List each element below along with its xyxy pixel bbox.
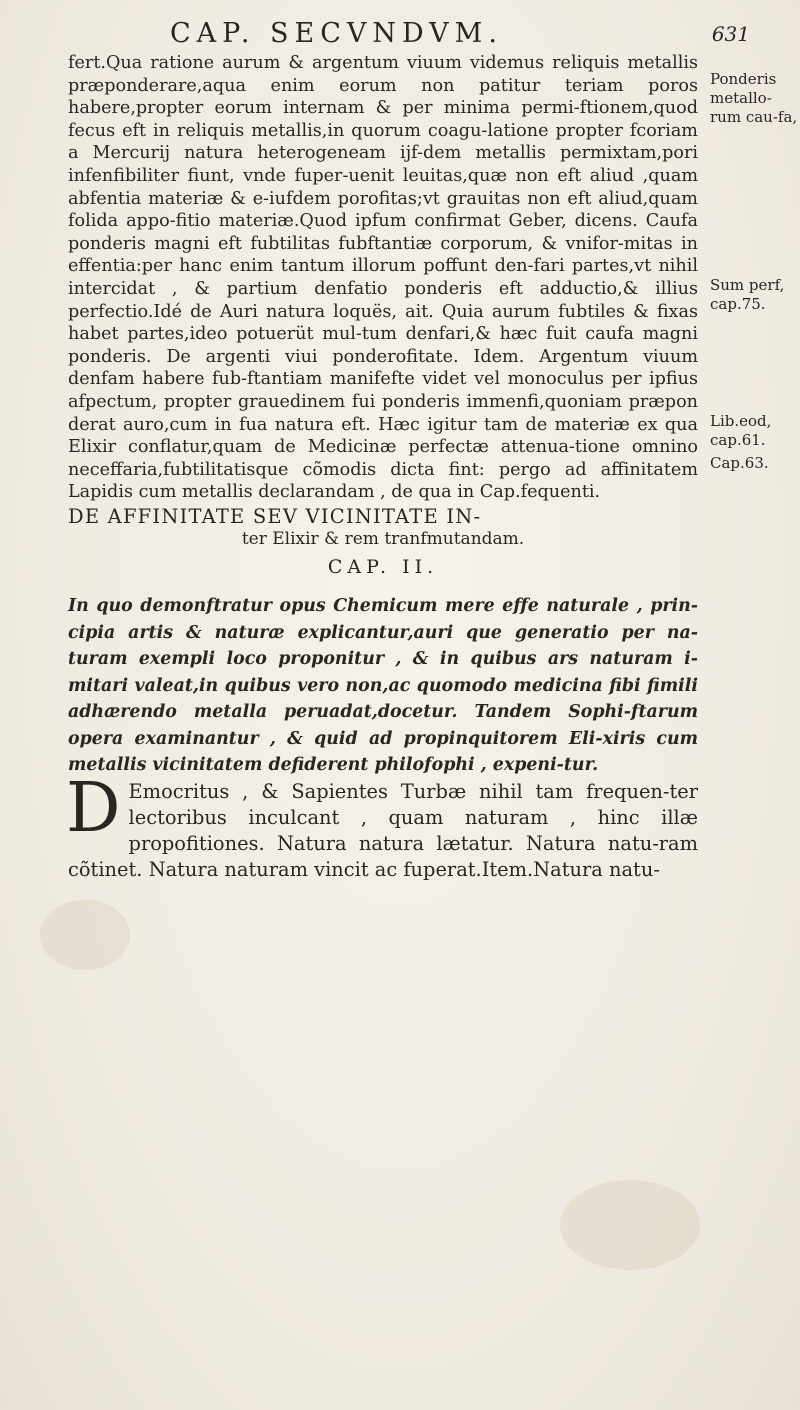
margin-note: Cap.63.: [710, 454, 769, 472]
paragraph-ponderis: fert.Qua ratione aurum & argentum viuum videmus reliquis metallis præponderare,aqua enim eorum non patitur teriam poros habere,propter eorum internam & per minima permi-ftionem,quod fecus eft in reliquis metallis,in quorum coagu-latione propter fcoriam a Mercurij natura heterogeneam ijf-dem metallis permixtam,pori infenfibiliter fiunt, vnde fuper-uenit leuitas,quæ non eft aliud ,quam abfentia materiæ & e-iufdem porofitas;vt grauitas non eft aliud,quam folida appo-fitio materiæ.Quod ipfum confirmat Geber, dicens. Caufa ponderis magni eft fubtilitas fubftantiæ corporum, & vnifor-mitas in effentia:per hanc enim tantum illorum poffunt den-fari partes,vt nihil intercidat , & partium denfatio ponderis eft adductio,& illius perfectio.Idé de Auri natura loquës, ait. Quia aurum fubtiles & fixas habet partes,ideo potuerüt mul-tum denfari,& hæc fuit caufa magni ponderis. De argenti viui ponderofitate. Idem. Argentum viuum denfam habere fub-ftantiam manifefte videt vel monoculus per ipfius afpectum, propter grauedinem fui ponderis immenfi,quoniam præpon derat auro,cum in fua natura eft. Hæc igitur tam de materiæ ex qua Elixir conflatur,quam de Medicinæ perfectæ attenua-tione omnino neceffaria,fubtilitatisque cõmodis dicta fint: pergo ad affinitatem Lapidis cum metallis declarandam , de qua in Cap.fequenti.: [68, 53, 698, 503]
margin-note: Ponderis metallo-rum cau-fa,: [710, 70, 798, 126]
chapter-text-body: Emocritus , & Sapientes Turbæ nihil tam frequen-ter lectoribus inculcant , quam naturam , hinc illæ propofitiones. Natura natura lætatur. Natura natu-ram cõtinet. Natura naturam vincit ac fuperat.Item.Natura natu-: [68, 779, 698, 881]
chapter-label: CAP. II.: [327, 556, 439, 579]
running-head: CAP. SECVNDVM.: [170, 18, 503, 49]
section-heading-continued: ter Elixir & rem tranfmutandam.: [241, 528, 525, 549]
section-heading: DE AFFINITATE SEV VICINITATE IN-: [68, 504, 482, 528]
chapter-summary: In quo demonftratur opus Chemicum mere effe naturale , prin-cipia artis & naturæ explicantur,auri que generatio per na-turam exempli loco proponitur , & in quibus ars naturam i-mitari valeat,in quibus vero non,ac quomodo medicina fibi fimili adhærendo metalla peruadat,docetur. Tandem Sophi-ftarum opera examinantur , & quid ad propinquitorem Eli-xiris cum metallis vicinitatem defiderent philofophi , expeni-tur.: [68, 596, 698, 776]
margin-note: Lib.eod, cap.61.: [710, 412, 772, 449]
drop-cap: D: [66, 768, 121, 848]
chapter-text: [66, 768, 698, 883]
text-block: [68, 52, 698, 883]
page-number: 631: [711, 22, 750, 46]
paper-stain: [560, 1180, 700, 1270]
margin-note: Sum perf, cap.75.: [710, 276, 785, 313]
paper-stain: [40, 900, 130, 970]
